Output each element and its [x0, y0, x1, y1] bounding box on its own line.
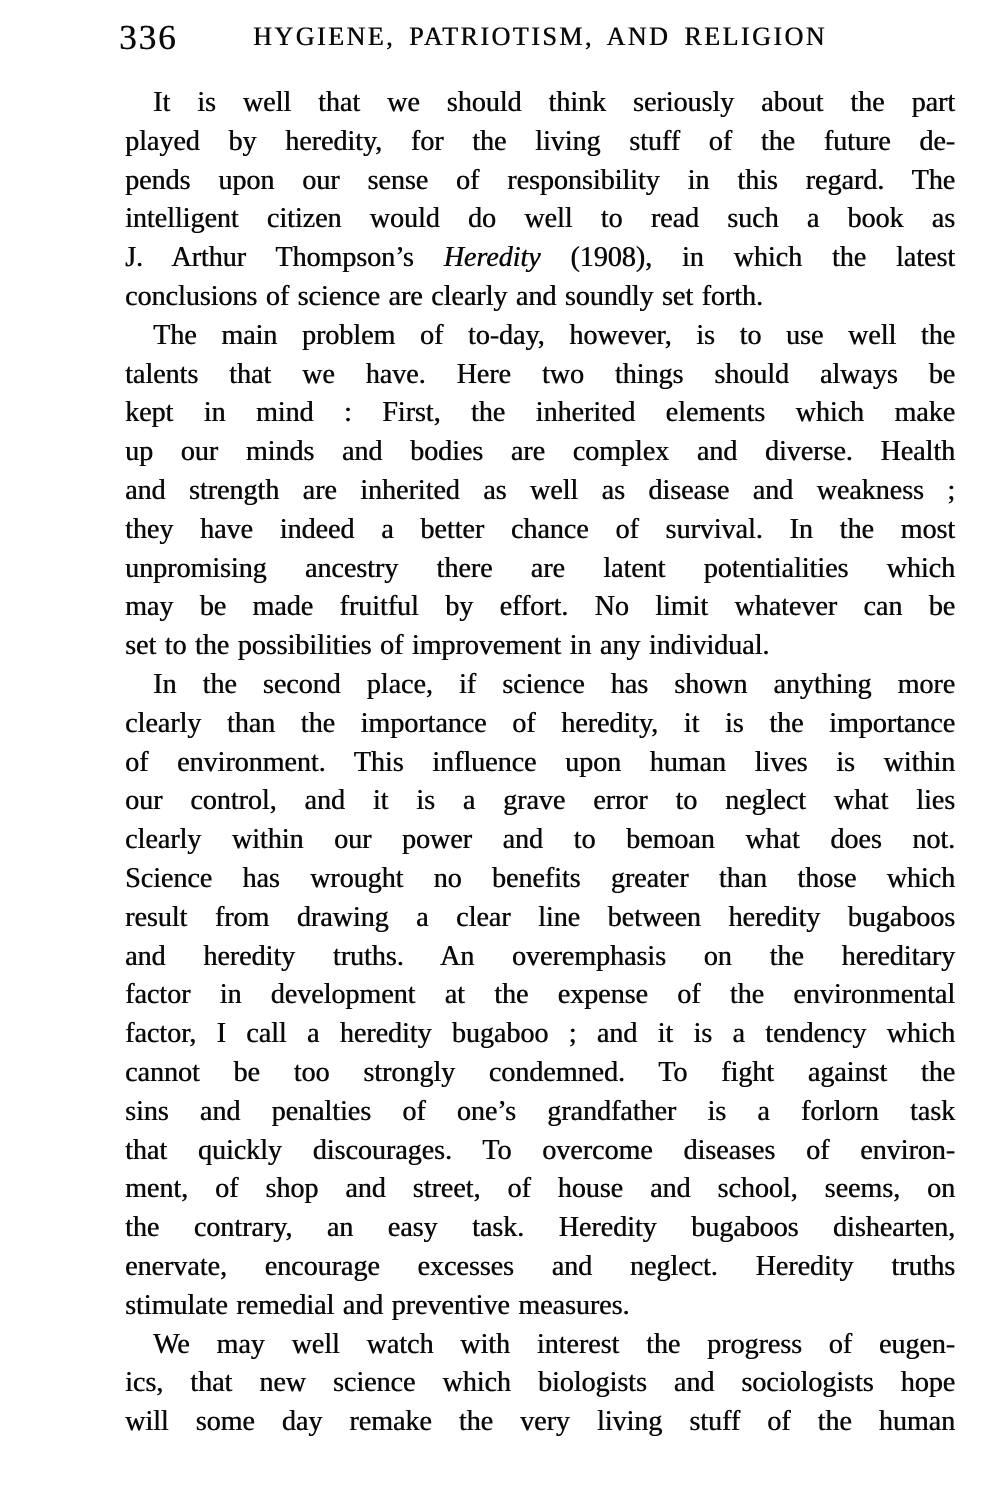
- text-line: result from drawing a clear line between heredity bugaboos: [125, 901, 955, 933]
- text-line: J. Arthur Thompson’s Heredity (1908), in which the latest: [125, 242, 955, 274]
- text-line: will some day remake the very living stuff of the human: [125, 1406, 955, 1438]
- paragraph: [125, 666, 955, 1326]
- text-line: they have indeed a better chance of survival. In the most: [125, 513, 955, 545]
- text-line: pends upon our sense of responsibility in this regard. The: [125, 164, 955, 196]
- paragraph: [125, 317, 955, 666]
- text-line: clearly within our power and to bemoan what does not.: [125, 824, 955, 856]
- text-line: played by heredity, for the living stuff of the future de-: [125, 125, 955, 157]
- text-line: factor, I call a heredity bugaboo ; and it is a tendency which: [125, 1018, 955, 1050]
- text-line: stimulate remedial and preventive measures.: [125, 1289, 630, 1321]
- text-line: sins and penalties of one’s grandfather is a forlorn task: [125, 1095, 955, 1127]
- text-line: the contrary, an easy task. Heredity bugaboos dishearten,: [125, 1212, 955, 1244]
- page-body: [125, 84, 955, 1442]
- text-line: In the second place, if science has shown anything more: [153, 668, 955, 700]
- text-line: may be made fruitful by effort. No limit whatever can be: [125, 591, 955, 623]
- text-line: clearly than the importance of heredity, it is the importance: [125, 707, 955, 739]
- text-line: factor in development at the expense of the environmental: [125, 979, 955, 1011]
- text-line: intelligent citizen would do well to read such a book as: [125, 203, 955, 235]
- running-title: HYGIENE, PATRIOTISM, AND RELIGION: [253, 22, 827, 51]
- text-line: It is well that we should think seriously about the part: [153, 87, 955, 118]
- text-line: conclusions of science are clearly and soundly set forth.: [125, 280, 763, 312]
- text-line: set to the possibilities of improvement in any individual.: [125, 630, 770, 662]
- text-line: that quickly discourages. To overcome diseases of environ-: [125, 1134, 955, 1166]
- text-line: up our minds and bodies are complex and diverse. Health: [125, 436, 955, 468]
- text-line: ics, that new science which biologists and sociologists hope: [125, 1367, 955, 1399]
- text-line: The main problem of to-day, however, is to use well the: [153, 319, 955, 351]
- paragraph: [125, 1326, 955, 1442]
- page-number: 336: [119, 18, 178, 57]
- text-line: enervate, encourage excesses and neglect. Heredity truths: [125, 1250, 955, 1282]
- paragraph: [125, 84, 955, 317]
- text-line: ment, of shop and street, of house and school, seems, on: [125, 1173, 955, 1205]
- page-header: [0, 16, 1000, 66]
- text-line: and strength are inherited as well as disease and weakness ;: [125, 474, 955, 506]
- text-line: We may well watch with interest the progress of eugen-: [153, 1328, 955, 1360]
- text-line: of environment. This influence upon human lives is within: [125, 746, 955, 778]
- text-line: Science has wrought no benefits greater than those which: [125, 862, 955, 894]
- text-line: cannot be too strongly condemned. To fight against the: [125, 1056, 955, 1088]
- text-line: and heredity truths. An overemphasis on the hereditary: [125, 940, 955, 972]
- text-line: kept in mind : First, the inherited elements which make: [125, 397, 955, 429]
- text-line: unpromising ancestry there are latent potentialities which: [125, 552, 955, 584]
- text-line: our control, and it is a grave error to neglect what lies: [125, 785, 955, 817]
- text-line: talents that we have. Here two things should always be: [125, 358, 955, 390]
